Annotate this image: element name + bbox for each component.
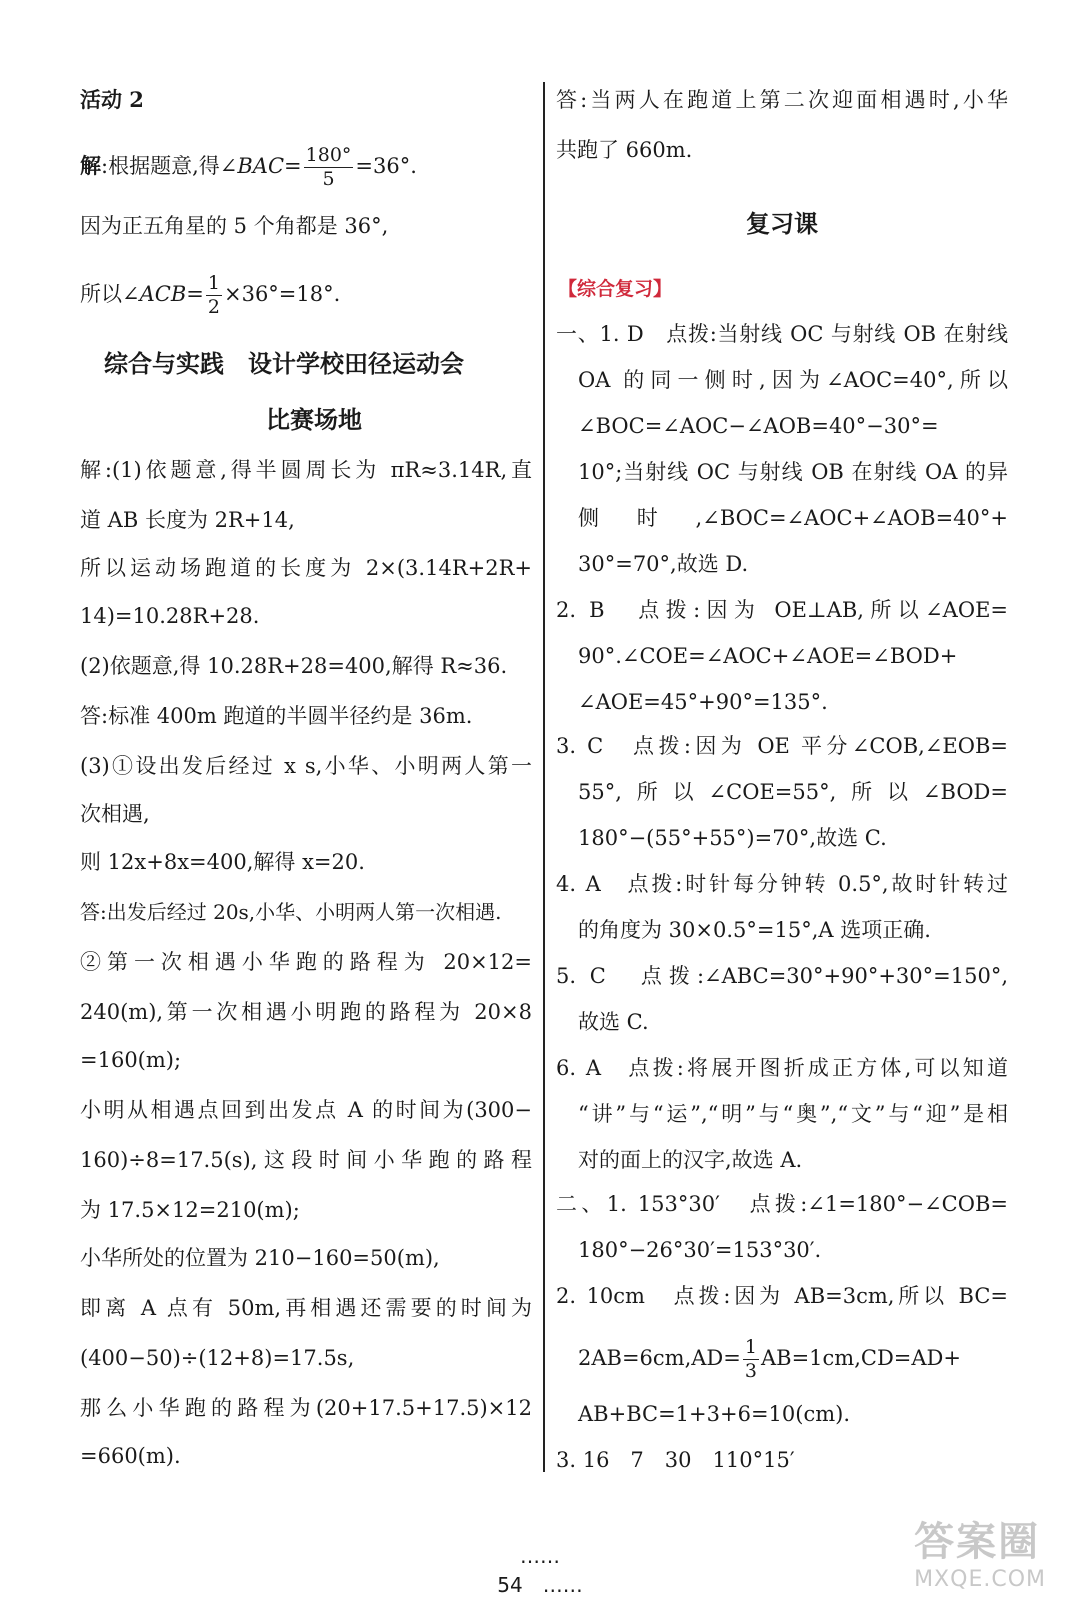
text-line: =660(m). <box>80 1444 181 1468</box>
text-line: 则 12x+8x=400,解得 x=20. <box>80 850 365 874</box>
text-line: 180°−26°30′=153°30′. <box>578 1238 822 1262</box>
text-line: 解:(1)依题意,得半圆周长为 πR≈3.14R,直 <box>80 458 532 482</box>
text-line: 为 17.5×12=210(m); <box>80 1198 300 1222</box>
text-line: ②第一次相遇小华跑的路程为 20×12= <box>80 950 532 974</box>
text-line: 6. A 点拨:将展开图折成正方体,可以知道 <box>556 1056 1008 1080</box>
text-line: 30°=70°,故选 D. <box>578 552 749 576</box>
fraction: $\frac{1}{3}$ <box>744 1336 757 1382</box>
text-line: 3. C 点拨:因为 OE 平分∠COB,∠EOB= <box>556 734 1008 758</box>
text-line: 因为正五角星的 5 个角都是 36°, <box>80 214 389 238</box>
text-line: 55°,所以∠COE=55°,所以∠BOD= <box>578 780 1008 804</box>
text-line: 5. C 点拨:∠ABC=30°+90°+30°=150°, <box>556 964 1008 988</box>
watermark-logo <box>914 1510 1046 1592</box>
watermark-url: MXQE.COM <box>914 1567 1046 1592</box>
page-number: …… 54 …… <box>497 1544 583 1597</box>
text-line: 小明从相遇点回到出发点 A 的时间为(300− <box>80 1098 532 1122</box>
text-line: 240(m),第一次相遇小明跑的路程为 20×8 <box>80 1000 532 1024</box>
text-line: 共跑了 660m. <box>556 138 693 162</box>
text-line: (400−50)÷(12+8)=17.5s, <box>80 1346 355 1370</box>
solution-line-3: 所以∠ACB= $\frac{1}{2}$ ×36°=18°. <box>80 272 341 318</box>
text-line: 答:当两人在跑道上第二次迎面相遇时,小华 <box>556 88 1008 112</box>
text-line: 180°−(55°+55°)=70°,故选 C. <box>578 826 887 850</box>
solution-line-1: 解:根据题意,得∠BAC= $\frac{180^\circ}{5}$ =36°. <box>80 144 417 190</box>
text-line: 所以运动场跑道的长度为 2×(3.14R+2R+ <box>80 556 532 580</box>
text-line: ∠AOE=45°+90°=135°. <box>578 690 828 714</box>
text-line: 的角度为 30×0.5°=15°,A 选项正确. <box>578 918 931 942</box>
text-line: =160(m); <box>80 1048 182 1072</box>
watermark-text: 答案圈 <box>914 1519 1041 1565</box>
fraction-line: 2AB=6cm,AD= $\frac{1}{3}$ AB=1cm,CD=AD+ <box>578 1336 961 1382</box>
text-line: 14)=10.28R+28. <box>80 604 260 628</box>
text-line: “讲”与“运”,“明”与“奥”,“文”与“迎”是相 <box>578 1102 1008 1126</box>
text-line: AB+BC=1+3+6=10(cm). <box>578 1402 851 1426</box>
text-line: ∠BOC=∠AOC−∠AOB=40°−30°= <box>578 414 939 438</box>
text-line: 2. B 点拨:因为 OE⊥AB,所以∠AOE= <box>556 598 1008 622</box>
text-line: 即离 A 点有 50m,再相遇还需要的时间为 <box>80 1296 532 1320</box>
text-line: 10°;当射线 OC 与射线 OB 在射线 OA 的异 <box>578 460 1008 484</box>
fraction: $\frac{180^\circ}{5}$ <box>305 144 352 190</box>
text-line: 2. 10cm 点拨:因为 AB=3cm,所以 BC= <box>556 1284 1008 1308</box>
text-line: 小华所处的位置为 210−160=50(m), <box>80 1246 440 1270</box>
text-line: 故选 C. <box>578 1010 649 1034</box>
fraction: $\frac{1}{2}$ <box>207 272 220 318</box>
text-line: 次相遇, <box>80 802 150 826</box>
text-line: 二、1. 153°30′ 点拨:∠1=180°−∠COB= <box>556 1192 1008 1216</box>
text-line: OA 的同一侧时,因为∠AOC=40°,所以 <box>578 368 1008 392</box>
review-title: 复习课 <box>746 210 818 238</box>
column-divider <box>543 82 545 1472</box>
text-line: 答:标准 400m 跑道的半圆半径约是 36m. <box>80 704 473 728</box>
text-line: 侧时,∠BOC=∠AOC+∠AOB=40°+ <box>578 506 1008 530</box>
text-line: 4. A 点拨:时针每分钟转 0.5°,故时针转过 <box>556 872 1008 896</box>
text-line: 道 AB 长度为 2R+14, <box>80 508 295 532</box>
section-tag: 【综合复习】 <box>558 278 673 300</box>
text-line: (3)①设出发后经过 x s,小华、小明两人第一 <box>80 754 532 778</box>
text-line: 3. 16 7 30 110°15′ <box>556 1448 795 1472</box>
text-line: (2)依题意,得 10.28R+28=400,解得 R≈36. <box>80 654 508 678</box>
text-line: 90°.∠COE=∠AOC+∠AOE=∠BOD+ <box>578 644 958 668</box>
text-line: 160)÷8=17.5(s),这段时间小华跑的路程 <box>80 1148 532 1172</box>
text-line: 对的面上的汉字,故选 A. <box>578 1148 803 1172</box>
text-line: 那么小华跑的路程为(20+17.5+17.5)×12 <box>80 1396 532 1420</box>
section-title-line2: 比赛场地 <box>266 406 362 434</box>
activity-title: 活动 2 <box>80 87 144 112</box>
text-line: 答:出发后经过 20s,小华、小明两人第一次相遇. <box>80 900 502 924</box>
text-line: 一、1. D 点拨:当射线 OC 与射线 OB 在射线 <box>556 322 1008 346</box>
section-title-line1: 综合与实践 设计学校田径运动会 <box>104 350 464 378</box>
